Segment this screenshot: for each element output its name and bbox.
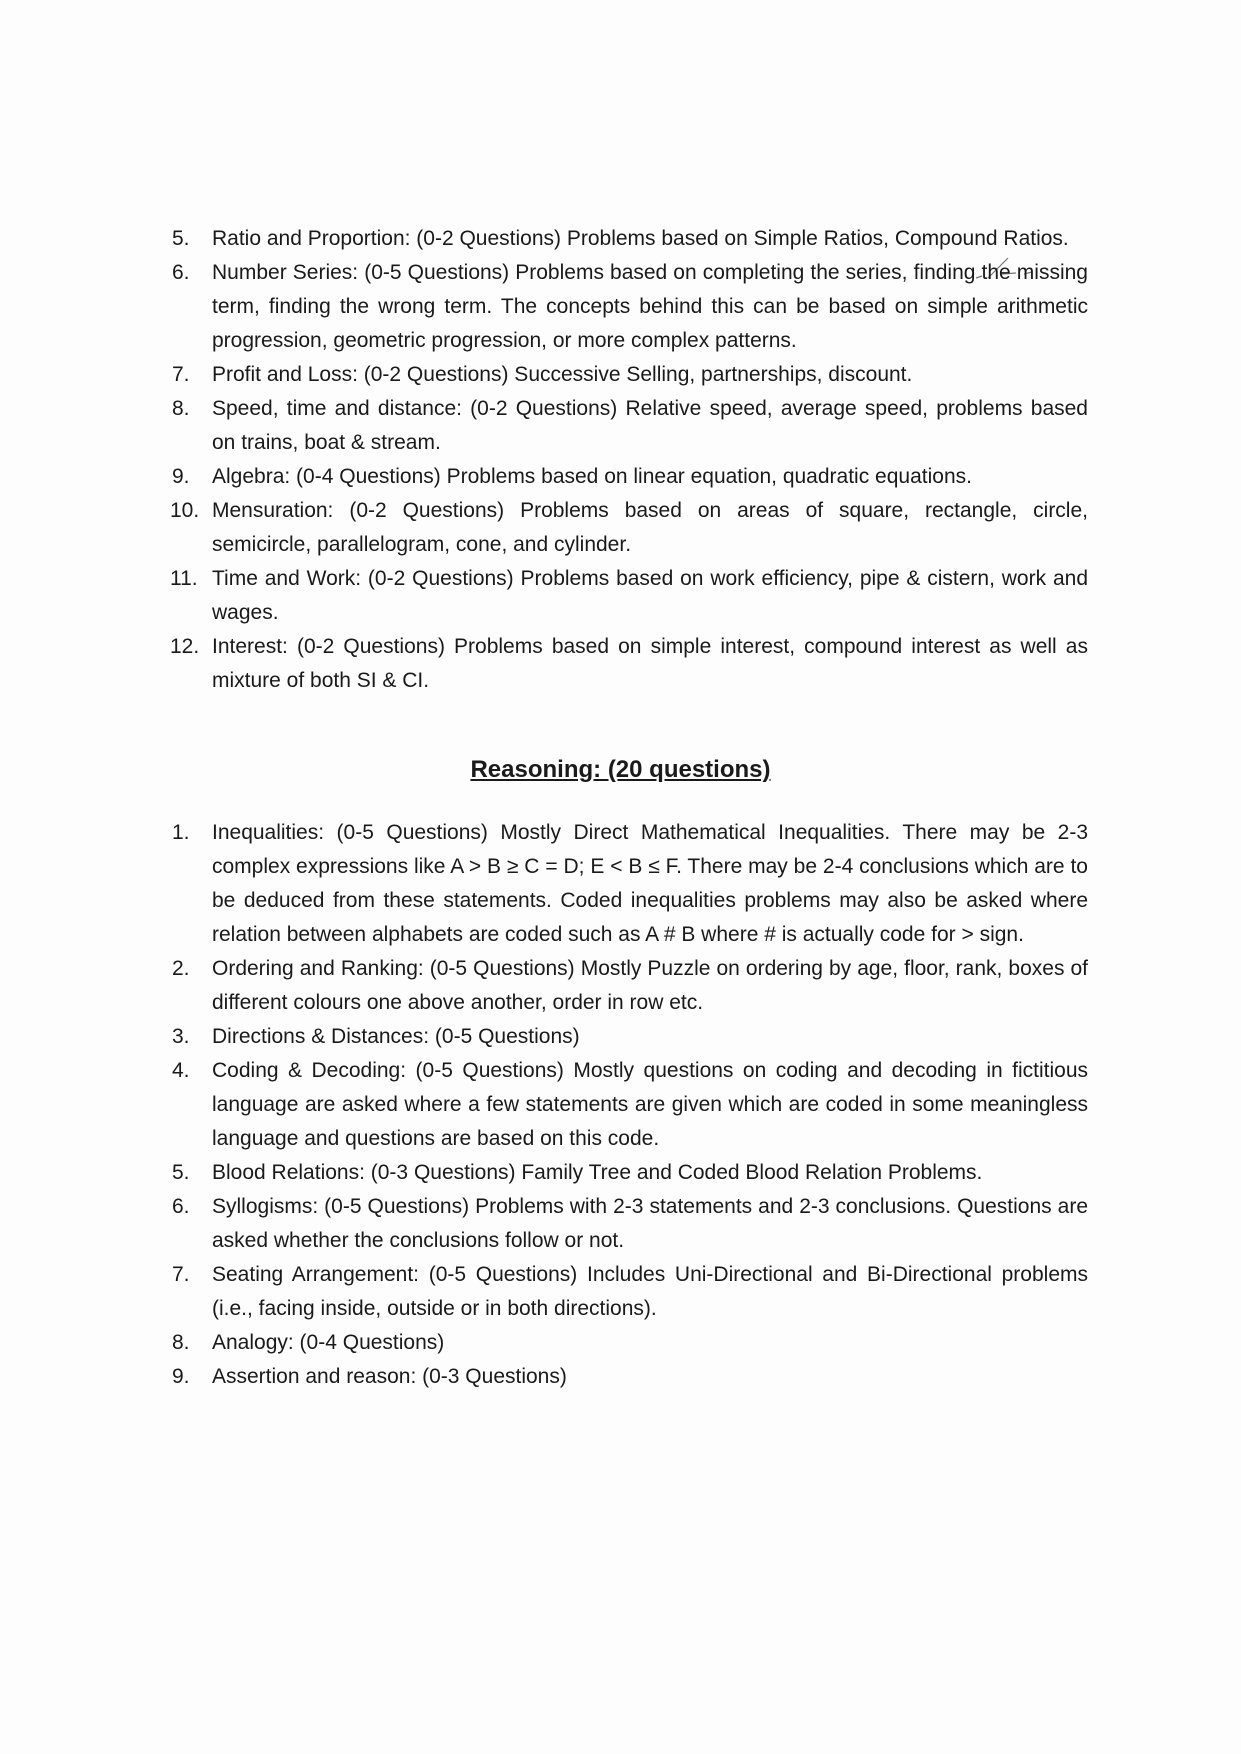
list-item (170, 562, 1088, 630)
item-number: 2. (172, 957, 190, 980)
item-number: 6. (172, 1195, 190, 1218)
item-text: Interest: (0-2 Questions) Problems based on simple interest, compound interest as well as mixture of both SI & CI. (212, 635, 1088, 692)
item-text: Directions & Distances: (0-5 Questions) (212, 1025, 580, 1048)
item-text: Mensuration: (0-2 Questions) Problems based on areas of square, rectangle, circle, semicircle, parallelogram, cone, and cylinder. (212, 499, 1088, 556)
item-number: 8. (172, 1331, 190, 1354)
list-item (172, 952, 1088, 1020)
list-item (172, 1326, 1088, 1360)
item-text: Coding & Decoding: (0-5 Questions) Mostly questions on coding and decoding in fictitious language are asked where a few statements are given which are coded in some meaningless language and questions are based on this code. (212, 1059, 1088, 1150)
item-text: Assertion and reason: (0-3 Questions) (212, 1365, 567, 1388)
list-item (170, 630, 1088, 698)
item-number: 7. (172, 363, 190, 386)
list-item (172, 816, 1088, 952)
item-number: 10. (170, 499, 200, 522)
reasoning-section-heading: Reasoning: (20 questions) (470, 756, 771, 783)
list-item (172, 222, 1088, 256)
item-text: Algebra: (0-4 Questions) Problems based on linear equation, quadratic equations. (212, 465, 972, 488)
list-item (172, 1258, 1088, 1326)
item-number: 12. (170, 635, 200, 658)
list-item (172, 256, 1088, 358)
list-item (170, 494, 1088, 562)
item-number: 9. (172, 1365, 190, 1388)
item-text: Inequalities: (0-5 Questions) Mostly Direct Mathematical Inequalities. There may be 2-3 complex expressions like A > B ≥ C = D; E < B ≤ F. There may be 2-4 conclusions which are to be deduced from these statements. Coded inequalities problems may also be asked where relation between alphabets are coded such as A # B where # is actually code for > sign. (212, 821, 1088, 946)
item-number: 5. (172, 1161, 190, 1184)
list-item (172, 358, 1088, 392)
quantitative-topic-list (170, 222, 1088, 698)
item-text: Speed, time and distance: (0-2 Questions) Relative speed, average speed, problems based on trains, boat & stream. (212, 397, 1088, 454)
item-number: 8. (172, 397, 190, 420)
item-text: Syllogisms: (0-5 Questions) Problems with 2-3 statements and 2-3 conclusions. Questions are asked whether the conclusions follow or not. (212, 1195, 1088, 1252)
item-text: Time and Work: (0-2 Questions) Problems based on work efficiency, pipe & cistern, work and wages. (212, 567, 1088, 624)
list-item (172, 1156, 1088, 1190)
item-number: 5. (172, 227, 190, 250)
list-item (172, 1360, 1088, 1394)
item-number: 7. (172, 1263, 190, 1286)
list-item (172, 392, 1088, 460)
item-text: Blood Relations: (0-3 Questions) Family Tree and Coded Blood Relation Problems. (212, 1161, 983, 1184)
item-text: Ratio and Proportion: (0-2 Questions) Problems based on Simple Ratios, Compound Ratios. (212, 227, 1069, 250)
item-number: 4. (172, 1059, 190, 1082)
item-number: 1. (172, 821, 190, 844)
list-item (172, 1190, 1088, 1258)
item-number: 11. (170, 567, 198, 590)
list-item (172, 1054, 1088, 1156)
item-number: 3. (172, 1025, 190, 1048)
reasoning-topic-list (172, 816, 1088, 1394)
item-text: Profit and Loss: (0-2 Questions) Successive Selling, partnerships, discount. (212, 363, 913, 386)
item-text: Seating Arrangement: (0-5 Questions) Includes Uni-Directional and Bi-Directional problems (i.e., facing inside, outside or in both directions). (212, 1263, 1088, 1320)
item-text: Ordering and Ranking: (0-5 Questions) Mostly Puzzle on ordering by age, floor, rank, boxes of different colours one above another, order in row etc. (212, 957, 1088, 1014)
item-text: Number Series: (0-5 Questions) Problems based on completing the series, finding the missing term, finding the wrong term. The concepts behind this can be based on simple arithmetic progression, geometric progression, or more complex patterns. (212, 261, 1088, 352)
list-item (172, 1020, 1088, 1054)
item-number: 6. (172, 261, 190, 284)
item-number: 9. (172, 465, 190, 488)
list-item (172, 460, 1088, 494)
item-text: Analogy: (0-4 Questions) (212, 1331, 445, 1354)
